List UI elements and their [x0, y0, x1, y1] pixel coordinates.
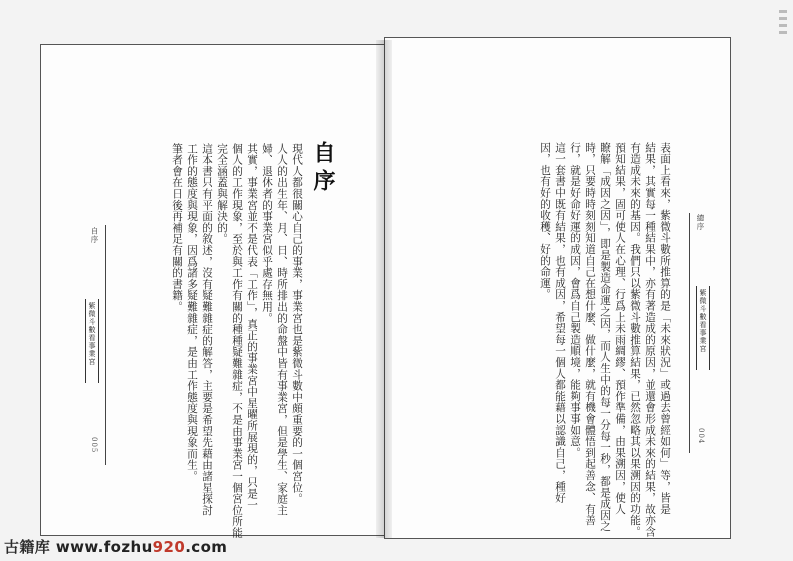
left-page-title: 自序 [310, 141, 336, 197]
right-page [384, 37, 731, 539]
left-page [40, 44, 385, 539]
left-line: 其實，事業宮並不是代表「工作」，真正的事業宮中星曜所展現的，只是一 [246, 143, 258, 511]
right-line: 有造成未來的基因。我們只以紫微斗數推算結果，已然忽略其以果溯因的功能。 [629, 142, 641, 538]
site-watermark [4, 536, 227, 557]
right-divider-rule [689, 213, 690, 453]
left-line: 這本書只有平面的敘述，沒有疑難雜症的解答，主要是希望先藉由諸星探討 [201, 143, 213, 516]
left-line: 工作的態度與現象，因爲諸多疑難雜症，是由工作態度與現象而生。 [186, 143, 198, 482]
scan-edge-marks [779, 10, 787, 50]
right-line: 時，只要時時刻刻知道自己在想什麼、做什麼，就有機會體悟到起善念、有善 [584, 142, 596, 527]
right-page-number: 004 [697, 428, 705, 445]
right-line: 表面上看來，紫微斗數所推算的是「未來狀況」或過去曾經如何」等，皆是 [659, 142, 671, 515]
left-divider-rule [105, 225, 106, 465]
right-line: 行，就是好命好運的成因，會爲自己製造順境，能夠事事如意。 [569, 142, 581, 459]
right-line: 預知結果，固可使人在心理、行爲上未雨綢繆、預作準備，由果溯因，使人 [614, 142, 626, 515]
right-line: 因，也有好的收穫、好的命運。 [539, 142, 551, 301]
book-spine-shadow [376, 40, 392, 538]
left-line: 婦、退休者的事業宮似乎處存無用。 [261, 143, 273, 324]
watermark-url-number: 920 [152, 538, 186, 556]
right-line: 這一套書中既有結果，也有成因，希望每一個人都能藉以認識自己，種好 [554, 142, 566, 504]
right-line: 結果，其實每一種結果中，亦有著造成的原因，並還會形成未來的結果，故亦含 [644, 142, 656, 538]
right-header-box: 紫微斗數看事業宮 [696, 286, 710, 370]
left-body-text [169, 143, 304, 539]
left-running-head: 自序 [90, 227, 99, 244]
left-line: 完全涵蓋與解決的。 [216, 143, 228, 245]
left-line: 筆者會在日後再補足有關的書籍。 [171, 143, 183, 313]
right-line: 瞭解「成因之因」，即是製造命運之因，而人生中的每一分每一秒，都是成因之 [599, 142, 611, 533]
left-line: 個人的工作現象，至於與工作有關的種種疑難雜症，不是由事業宮一個宮位所能 [231, 143, 243, 539]
watermark-site-name: 古籍库 [4, 538, 51, 556]
left-line: 人人的出生年、月、日、時所排出的命盤中皆有事業宮，但是學生、家庭主 [276, 143, 288, 516]
watermark-url-suffix: .com [185, 538, 228, 556]
left-page-number: 005 [90, 437, 98, 454]
left-line: 現代人都很關心自己的事業，事業宮也是紫微斗數中頗重要的一個宮位。 [291, 143, 303, 505]
right-running-head: 總序 [696, 214, 705, 231]
left-header-box: 紫微斗數看事業宮 [85, 299, 99, 383]
watermark-url-prefix: www.fozhu [55, 538, 153, 556]
right-body-text [537, 142, 672, 538]
